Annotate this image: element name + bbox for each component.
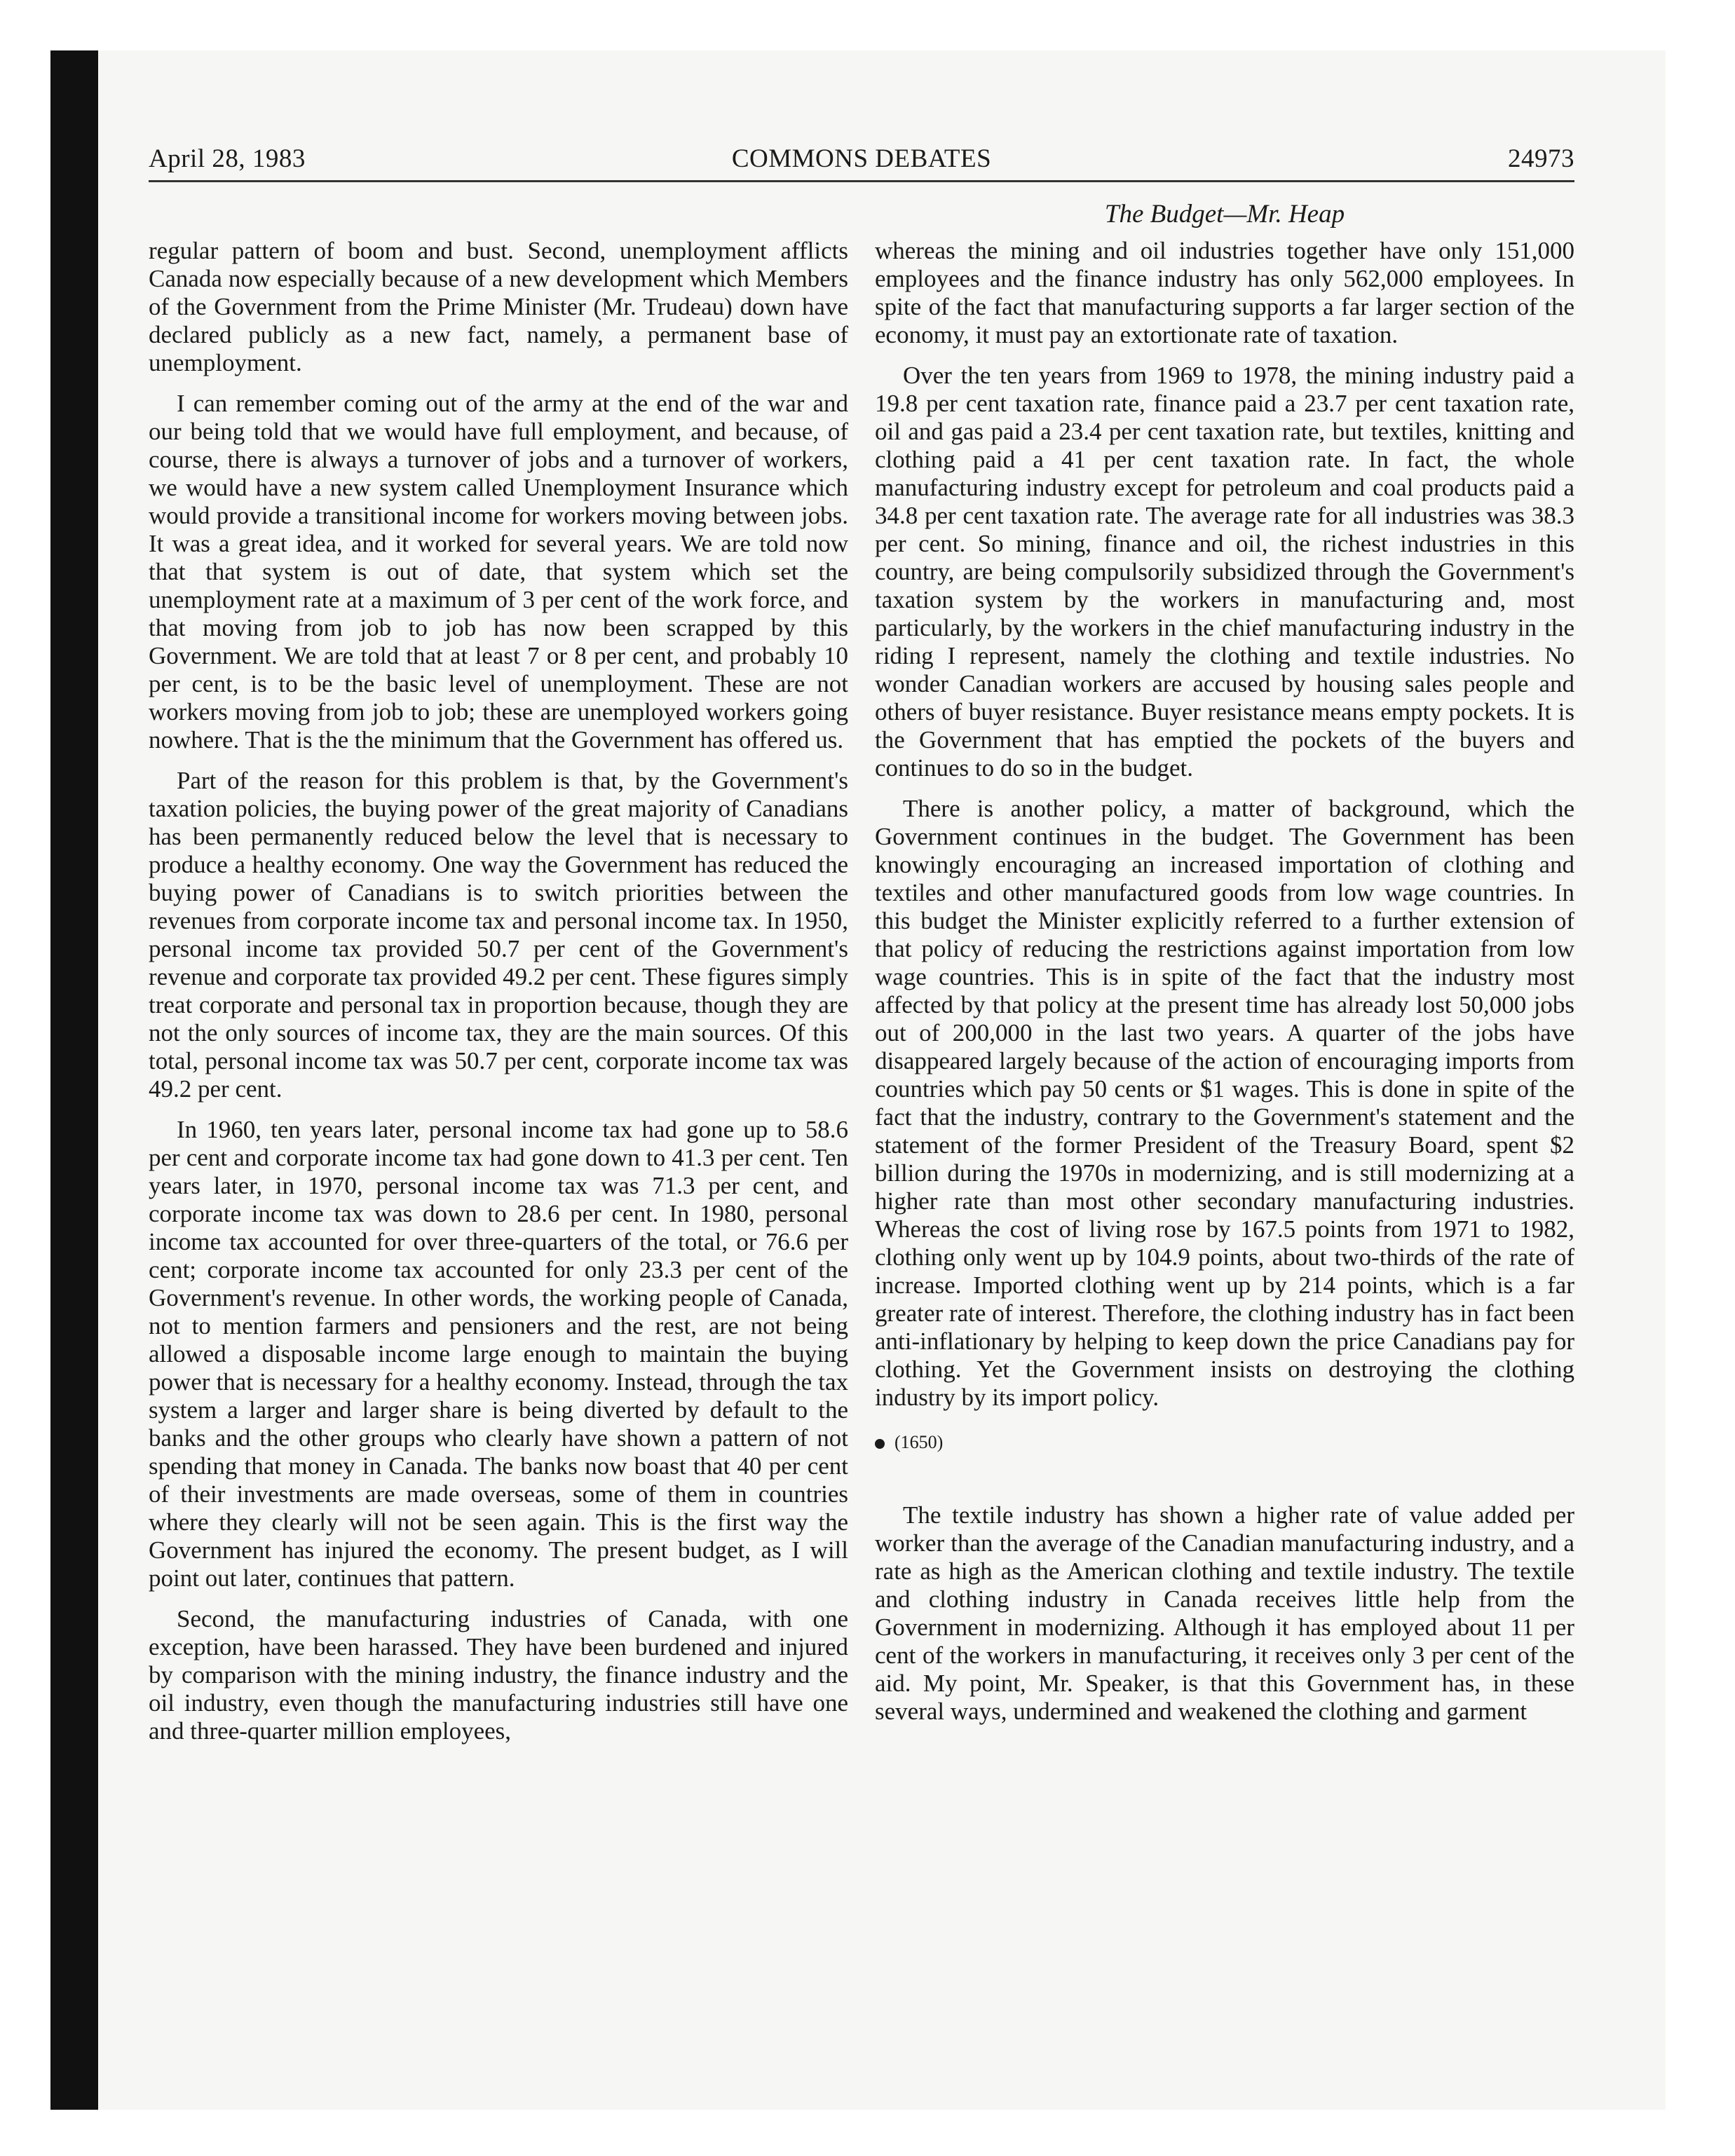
paragraph: whereas the mining and oil industries together have only 151,000 employees and the finance industry has only 562,000 employees. In spite of the fact that manufacturing supports a far larger section of the economy, it must pay an extortionate rate of taxation.	[875, 237, 1574, 348]
paragraph: Over the ten years from 1969 to 1978, the mining industry paid a 19.8 per cent taxation rate, finance paid a 23.7 per cent taxation rate, oil and gas paid a 23.4 per cent taxation rate, but textiles, knitting and clothing paid a 41 per cent taxation rate. In fact, the whole manufacturing industry except for petroleum and coal products paid a 34.8 per cent taxation rate. The average rate for all industries was 38.3 per cent. So mining, finance and oil, the richest industries in this country, are being compulsorily subsidized through the Government's taxation system by the workers in manufacturing and, most particularly, by the workers in the chief manufacturing industry in the riding I represent, namely the clothing and textile industries. No wonder Canadian workers are accused by housing sales people and others of buyer resistance. Buyer resistance means empty pockets. It is the Government that has emptied the pockets of the buyers and continues to do so in the budget.	[875, 362, 1574, 782]
header-date: April 28, 1983	[149, 144, 306, 173]
paragraph: regular pattern of boom and bust. Second, unemployment afflicts Canada now especially because of a new development which Members of the Government from the Prime Minister (Mr. Trudeau) down have declared publicly as a new fact, namely, a permanent base of unemployment.	[149, 237, 848, 376]
header-title: COMMONS DEBATES	[731, 144, 992, 173]
time-marker	[875, 1428, 1574, 1456]
paragraph: In 1960, ten years later, personal income tax had gone up to 58.6 per cent and corporate income tax had gone down to 41.3 per cent. Ten years later, in 1970, personal income tax was 71.3 per cent, and corporate income tax was down to 28.6 per cent. In 1980, personal income tax accounted for over three-quarters of the total, or 76.6 per cent; corporate income tax accounted for only 23.3 per cent of the Government's revenue. In other words, the working people of Canada, not to mention farmers and pensioners and the rest, are not being allowed a disposable income large enough to maintain the buying power that is necessary for a healthy economy. Instead, through the tax system a larger and larger share is being diverted by default to the banks and the other groups who clearly have shown a pattern of not spending that money in Canada. The banks now boast that 40 per cent of their investments are made overseas, some of them in countries where they clearly will not be seen again. This is the first way the Government has injured the economy. The present budget, as I will point out later, continues that pattern.	[149, 1116, 848, 1592]
running-head: The Budget—Mr. Heap	[1104, 200, 1345, 228]
page-header	[149, 144, 1574, 182]
right-column	[875, 237, 1574, 1738]
left-column	[149, 237, 848, 1758]
paragraph: I can remember coming out of the army at the end of the war and our being told that we would have full employment, and because, of course, there is always a turnover of jobs and a turnover of workers, we would have a new system called Unemployment Insurance which would provide a transitional income for workers moving between jobs. It was a great idea, and it worked for several years. We are told now that that system is out of date, that system which set the unemployment rate at a maximum of 3 per cent of the work force, and that moving from job to job has now been scrapped by this Government. We are told that at least 7 or 8 per cent, and probably 10 per cent, is to be the basic level of unemployment. These are not workers moving from job to job; these are unemployed workers going nowhere. That is the the minimum that the Government has offered us.	[149, 390, 848, 753]
bullet-icon	[875, 1439, 885, 1449]
header-page-number: 24973	[1508, 144, 1574, 173]
paragraph: Part of the reason for this problem is that, by the Government's taxation policies, the buying power of the great majority of Canadians has been permanently reduced below the level that is necessary to produce a healthy economy. One way the Government has reduced the buying power of Canadians is to switch priorities between the revenues from corporate income tax and personal income tax. In 1950, personal income tax provided 50.7 per cent of the Government's revenue and corporate tax provided 49.2 per cent. These figures simply treat corporate and personal tax in proportion because, though they are not the only sources of income tax, they are the main sources. Of this total, personal income tax was 50.7 per cent, corporate income tax was 49.2 per cent.	[149, 767, 848, 1103]
paragraph: The textile industry has shown a higher rate of value added per worker than the average of the Canadian manufacturing industry, and a rate as high as the American clothing and textile industry. The textile and clothing industry in Canada receives little help from the Government in modernizing. Although it has employed about 11 per cent of the workers in manufacturing, it receives only 3 per cent of the aid. My point, Mr. Speaker, is that this Government has, in these several ways, undermined and weakened the clothing and garment	[875, 1501, 1574, 1725]
scan-border	[50, 50, 98, 2110]
time-marker-label: (1650)	[894, 1432, 944, 1452]
paragraph: Second, the manufacturing industries of Canada, with one exception, have been harassed. They have been burdened and injured by comparison with the mining industry, the finance industry and the oil industry, even though the manufacturing industries still have one and three-quarter million employees,	[149, 1605, 848, 1745]
paragraph: There is another policy, a matter of background, which the Government continues in the budget. The Government has been knowingly encouraging an increased importation of clothing and textiles and other manufactured goods from low wage countries. In this budget the Minister explicitly referred to a further extension of that policy of reducing the restrictions against importation from low wage countries. This is in spite of the fact that the industry most affected by that policy at the present time has already lost 50,000 jobs out of 200,000 in the last two years. A quarter of the jobs have disappeared largely because of the action of encouraging imports from countries which pay 50 cents or $1 wages. This is done in spite of the fact that the industry, contrary to the Government's statement and the statement of the former President of the Treasury Board, spent $2 billion during the 1970s in modernizing, and is still modernizing at a higher rate than most other secondary manufacturing industries. Whereas the cost of living rose by 167.5 points from 1971 to 1982, clothing only went up by 104.9 points, about two-thirds of the rate of increase. Imported clothing went up by 214 points, which is a far greater rate of interest. Therefore, the clothing industry has in fact been anti-inflationary by helping to keep down the price Canadians pay for clothing. Yet the Government insists on destroying the clothing industry by its import policy.	[875, 795, 1574, 1411]
